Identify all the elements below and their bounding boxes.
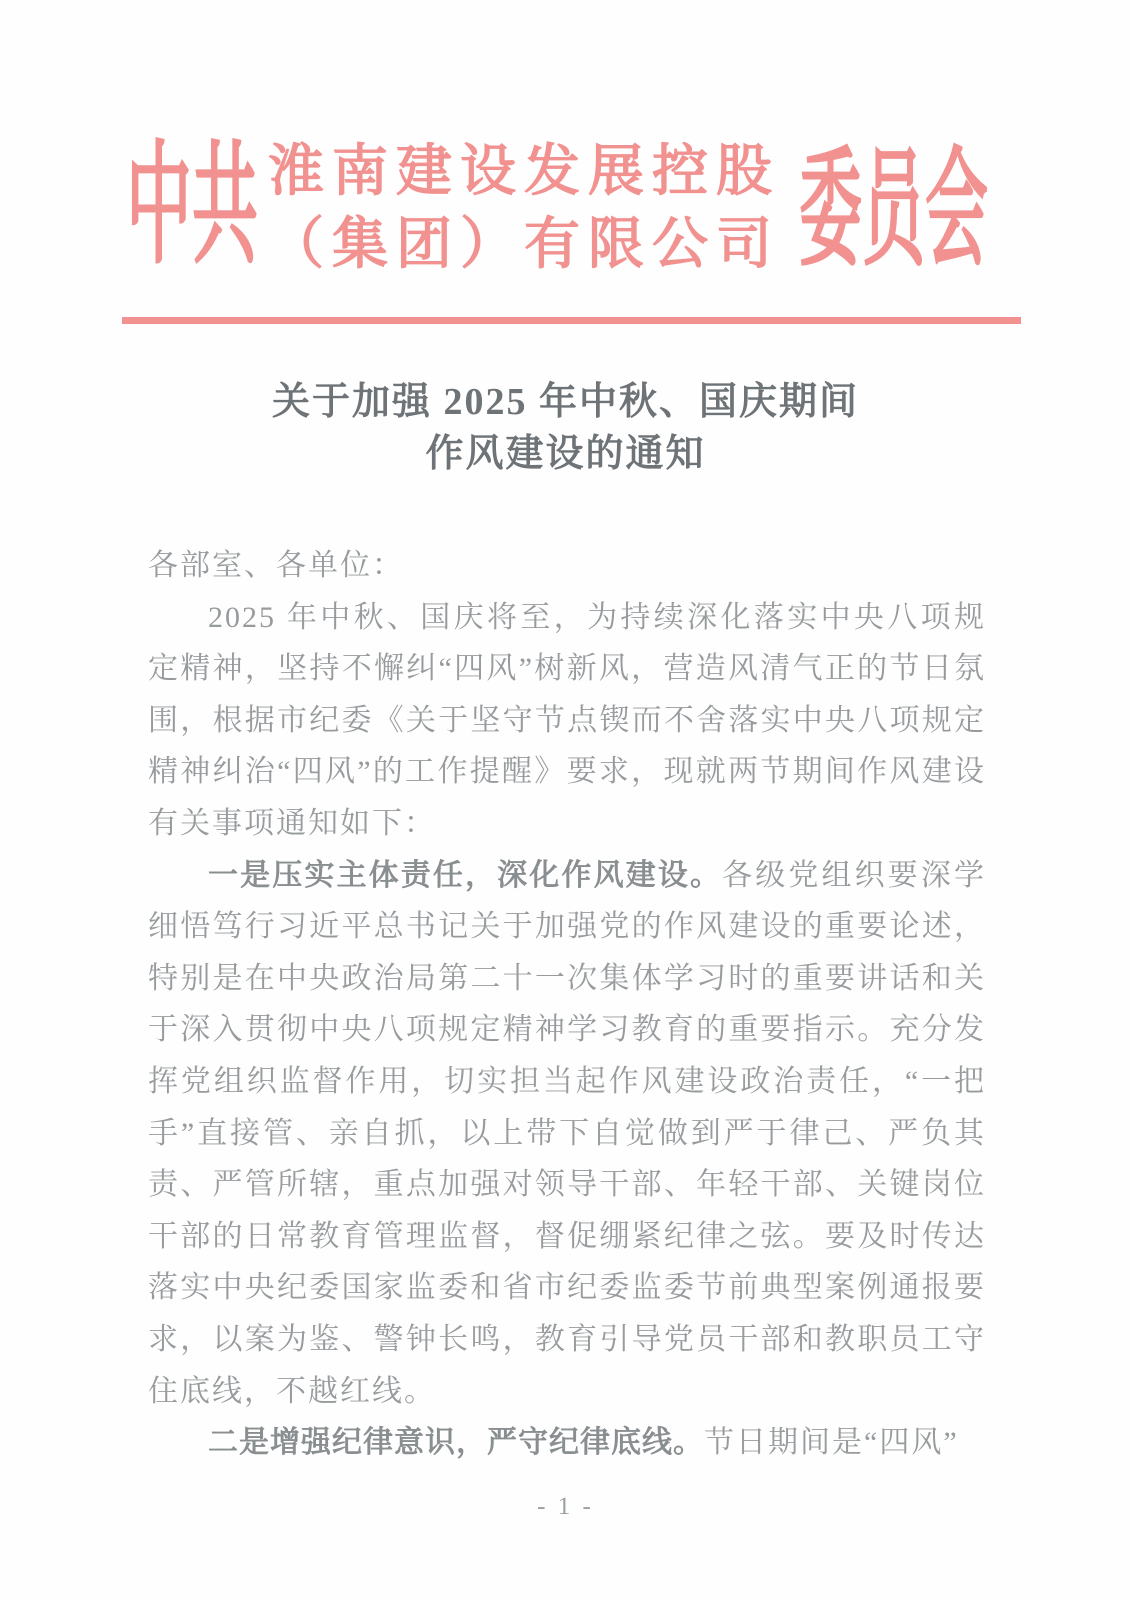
header-org-line2: （集团）有限公司 [268, 214, 780, 276]
header-divider-rule [122, 317, 1021, 324]
header-org-name [268, 136, 778, 282]
title-line-2: 作风建设的通知 [425, 433, 706, 475]
body-paragraph [148, 540, 986, 592]
document-title [0, 376, 1131, 480]
header-org-line1: 淮南建设发展控股 [268, 141, 780, 203]
body-paragraph [148, 592, 986, 850]
header-committee-suffix: 委员会 [799, 138, 988, 283]
body-paragraph [148, 850, 986, 1418]
body-paragraph [148, 1417, 986, 1469]
document-body [148, 540, 986, 1469]
text-run: 各部室、各单位： [148, 549, 404, 582]
title-line-1: 关于加强 2025 年中秋、国庆期间 [271, 381, 859, 423]
text-run: 2025 年中秋、国庆将至，为持续深化落实中央八项规定精神，坚持不懈纠“四风”树新风，营造风清气正的节日氛围，根据市纪委《关于坚守节点锲而不舍落实中央八项规定精神纠治“四风”的工作提醒》要求，现就两节期间作风建设有关事项通知如下： [148, 600, 986, 840]
text-run: 各级党组织要深学细悟笃行习近平总书记关于加强党的作风建设的重要论述，特别是在中央政治局第二十一次集体学习时的重要讲话和关于深入贯彻中央八项规定精神学习教育的重要指示。充分发挥党组织监督作用，切实担当起作风建设政治责任，“一把手”直接管、亲自抓，以上带下自觉做到严于律己、严负其责、严管所辖，重点加强对领导干部、年轻干部、关键岗位干部的日常教育管理监督，督促绷紧纪律之弦。要及时传达落实中央纪委国家监委和省市纪委监委节前典型案例通报要求，以案为鉴、警钟长鸣，教育引导党员干部和教职员工守住底线，不越红线。 [148, 858, 987, 1408]
emphasis-text-run: 一是压实主体责任，深化作风建设。 [208, 858, 723, 892]
page-number: - 1 - [537, 1493, 594, 1520]
emphasis-text-run: 二是增强纪律意识，严守纪律底线。 [208, 1426, 704, 1460]
text-run: 节日期间是“四风” [704, 1426, 959, 1460]
header-party-prefix: 中共 [126, 133, 258, 282]
